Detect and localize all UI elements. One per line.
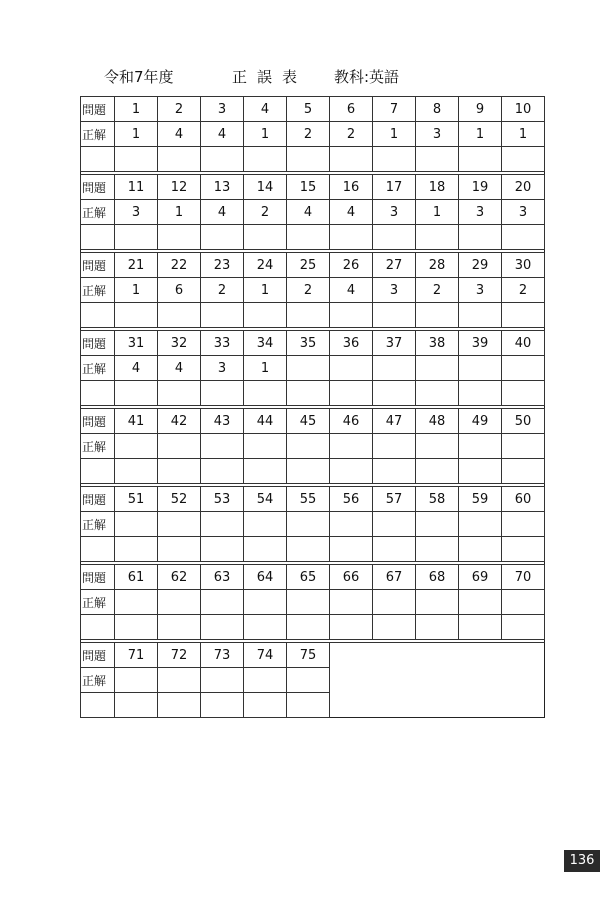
question-number-cell: 47 xyxy=(373,409,416,434)
question-label: 問題 xyxy=(81,175,115,200)
blank-cell xyxy=(201,147,244,172)
question-number-cell: 66 xyxy=(330,565,373,590)
answer-row xyxy=(81,122,545,147)
answer-cell xyxy=(416,434,459,459)
question-number-cell: 23 xyxy=(201,253,244,278)
answer-cell xyxy=(287,356,330,381)
blank-label-cell xyxy=(81,381,115,406)
answer-cell xyxy=(459,590,502,615)
blank-cell xyxy=(115,225,158,250)
blank-cell xyxy=(459,615,502,640)
answer-cell: 2 xyxy=(287,122,330,147)
blank-cell xyxy=(158,303,201,328)
blank-cell xyxy=(201,693,244,718)
blank-cell xyxy=(373,537,416,562)
question-number-cell: 49 xyxy=(459,409,502,434)
question-number-cell: 17 xyxy=(373,175,416,200)
blank-cell xyxy=(330,615,373,640)
answer-cell: 2 xyxy=(330,122,373,147)
blank-cell xyxy=(115,537,158,562)
answer-cell: 3 xyxy=(373,278,416,303)
answer-cell xyxy=(244,590,287,615)
question-number-cell: 19 xyxy=(459,175,502,200)
blank-row xyxy=(81,693,545,718)
answer-cell: 2 xyxy=(416,278,459,303)
blank-cell xyxy=(287,615,330,640)
answer-cell: 1 xyxy=(115,278,158,303)
question-number-cell: 9 xyxy=(459,97,502,122)
answer-cell xyxy=(244,512,287,537)
question-number-cell: 52 xyxy=(158,487,201,512)
answer-cell xyxy=(416,512,459,537)
blank-label-cell xyxy=(81,693,115,718)
blank-cell xyxy=(459,225,502,250)
question-row xyxy=(81,643,545,668)
blank-row xyxy=(81,225,545,250)
question-number-cell: 21 xyxy=(115,253,158,278)
blank-cell xyxy=(115,147,158,172)
blank-cell xyxy=(373,147,416,172)
blank-label-cell xyxy=(81,225,115,250)
blank-cell xyxy=(244,303,287,328)
blank-cell xyxy=(158,615,201,640)
answer-cell xyxy=(158,434,201,459)
question-number-cell: 44 xyxy=(244,409,287,434)
answer-cell: 1 xyxy=(459,122,502,147)
answer-cell xyxy=(502,356,545,381)
answer-row xyxy=(81,356,545,381)
empty-area xyxy=(330,668,545,693)
answer-cell xyxy=(115,590,158,615)
blank-cell xyxy=(416,615,459,640)
answer-cell xyxy=(158,512,201,537)
question-number-cell: 35 xyxy=(287,331,330,356)
question-number-cell: 34 xyxy=(244,331,287,356)
answer-cell: 1 xyxy=(416,200,459,225)
blank-cell xyxy=(373,381,416,406)
blank-label-cell xyxy=(81,459,115,484)
blank-cell xyxy=(459,147,502,172)
question-label: 問題 xyxy=(81,331,115,356)
blank-cell xyxy=(201,381,244,406)
question-row xyxy=(81,487,545,512)
blank-label-cell xyxy=(81,303,115,328)
blank-row xyxy=(81,147,545,172)
blank-cell xyxy=(244,381,287,406)
answer-row xyxy=(81,278,545,303)
blank-cell xyxy=(115,459,158,484)
blank-cell xyxy=(287,693,330,718)
question-number-cell: 48 xyxy=(416,409,459,434)
page-header xyxy=(0,66,600,90)
blank-cell xyxy=(158,537,201,562)
answer-cell xyxy=(201,434,244,459)
answer-grid xyxy=(80,96,545,718)
answer-label: 正解 xyxy=(81,434,115,459)
question-number-cell: 13 xyxy=(201,175,244,200)
answer-cell: 3 xyxy=(373,200,416,225)
blank-cell xyxy=(244,615,287,640)
question-number-cell: 64 xyxy=(244,565,287,590)
blank-cell xyxy=(502,147,545,172)
question-number-cell: 72 xyxy=(158,643,201,668)
blank-cell xyxy=(330,225,373,250)
question-number-cell: 69 xyxy=(459,565,502,590)
blank-cell xyxy=(502,459,545,484)
blank-cell xyxy=(201,459,244,484)
answer-cell: 1 xyxy=(244,356,287,381)
question-label: 問題 xyxy=(81,97,115,122)
blank-cell xyxy=(201,615,244,640)
answer-row xyxy=(81,434,545,459)
blank-row xyxy=(81,615,545,640)
question-number-cell: 2 xyxy=(158,97,201,122)
question-number-cell: 31 xyxy=(115,331,158,356)
answer-cell: 3 xyxy=(502,200,545,225)
answer-cell xyxy=(502,434,545,459)
question-number-cell: 1 xyxy=(115,97,158,122)
blank-cell xyxy=(373,225,416,250)
answer-row xyxy=(81,668,545,693)
answer-cell xyxy=(115,434,158,459)
blank-cell xyxy=(115,615,158,640)
answer-cell: 2 xyxy=(244,200,287,225)
question-number-cell: 10 xyxy=(502,97,545,122)
answer-label: 正解 xyxy=(81,668,115,693)
question-number-cell: 50 xyxy=(502,409,545,434)
question-number-cell: 27 xyxy=(373,253,416,278)
question-number-cell: 74 xyxy=(244,643,287,668)
question-number-cell: 65 xyxy=(287,565,330,590)
question-number-cell: 56 xyxy=(330,487,373,512)
blank-cell xyxy=(244,693,287,718)
question-number-cell: 70 xyxy=(502,565,545,590)
blank-cell xyxy=(502,615,545,640)
question-number-cell: 39 xyxy=(459,331,502,356)
answer-cell: 3 xyxy=(459,278,502,303)
question-number-cell: 3 xyxy=(201,97,244,122)
blank-cell xyxy=(416,303,459,328)
answer-cell xyxy=(201,590,244,615)
header-year: 令和7年度 xyxy=(104,68,174,86)
question-row xyxy=(81,565,545,590)
blank-cell xyxy=(416,147,459,172)
answer-cell: 3 xyxy=(115,200,158,225)
blank-cell xyxy=(115,693,158,718)
answer-label: 正解 xyxy=(81,200,115,225)
question-number-cell: 14 xyxy=(244,175,287,200)
answer-cell xyxy=(287,590,330,615)
blank-row xyxy=(81,303,545,328)
question-number-cell: 32 xyxy=(158,331,201,356)
question-row xyxy=(81,175,545,200)
answer-cell: 2 xyxy=(201,278,244,303)
question-number-cell: 24 xyxy=(244,253,287,278)
answer-cell: 3 xyxy=(201,356,244,381)
question-number-cell: 5 xyxy=(287,97,330,122)
header-title: 正誤表 xyxy=(232,68,308,86)
answer-cell xyxy=(330,590,373,615)
blank-cell xyxy=(201,225,244,250)
answer-row xyxy=(81,200,545,225)
answer-cell: 2 xyxy=(287,278,330,303)
question-label: 問題 xyxy=(81,487,115,512)
answer-row xyxy=(81,512,545,537)
blank-cell xyxy=(459,381,502,406)
blank-cell xyxy=(287,537,330,562)
answer-cell xyxy=(244,668,287,693)
answer-cell: 3 xyxy=(459,200,502,225)
blank-cell xyxy=(244,459,287,484)
empty-area xyxy=(330,693,545,718)
answer-cell xyxy=(373,434,416,459)
blank-cell xyxy=(287,147,330,172)
question-number-cell: 53 xyxy=(201,487,244,512)
answer-cell: 4 xyxy=(158,356,201,381)
answer-label: 正解 xyxy=(81,278,115,303)
answer-cell: 4 xyxy=(330,200,373,225)
question-number-cell: 37 xyxy=(373,331,416,356)
question-row xyxy=(81,409,545,434)
blank-cell xyxy=(244,225,287,250)
answer-label: 正解 xyxy=(81,590,115,615)
answer-cell: 4 xyxy=(201,122,244,147)
answer-cell: 1 xyxy=(244,278,287,303)
answer-cell xyxy=(287,668,330,693)
answer-cell: 1 xyxy=(502,122,545,147)
blank-cell xyxy=(158,381,201,406)
blank-cell xyxy=(158,459,201,484)
question-number-cell: 22 xyxy=(158,253,201,278)
blank-cell xyxy=(287,303,330,328)
blank-cell xyxy=(201,303,244,328)
question-row xyxy=(81,97,545,122)
question-number-cell: 55 xyxy=(287,487,330,512)
answer-cell xyxy=(330,434,373,459)
blank-cell xyxy=(330,147,373,172)
answer-label: 正解 xyxy=(81,122,115,147)
blank-cell xyxy=(459,537,502,562)
answer-cell: 1 xyxy=(373,122,416,147)
answer-cell: 1 xyxy=(244,122,287,147)
question-number-cell: 60 xyxy=(502,487,545,512)
blank-cell xyxy=(115,303,158,328)
blank-cell xyxy=(416,381,459,406)
answer-cell xyxy=(330,356,373,381)
question-label: 問題 xyxy=(81,643,115,668)
question-label: 問題 xyxy=(81,253,115,278)
answer-label: 正解 xyxy=(81,356,115,381)
blank-cell xyxy=(373,459,416,484)
answer-cell xyxy=(373,356,416,381)
blank-cell xyxy=(244,537,287,562)
answer-cell xyxy=(287,434,330,459)
question-label: 問題 xyxy=(81,409,115,434)
blank-cell xyxy=(244,147,287,172)
answer-cell: 4 xyxy=(201,200,244,225)
question-number-cell: 6 xyxy=(330,97,373,122)
answer-cell: 4 xyxy=(158,122,201,147)
blank-cell xyxy=(502,303,545,328)
blank-cell xyxy=(373,303,416,328)
answer-cell xyxy=(244,434,287,459)
blank-label-cell xyxy=(81,537,115,562)
question-number-cell: 59 xyxy=(459,487,502,512)
blank-cell xyxy=(201,537,244,562)
question-number-cell: 75 xyxy=(287,643,330,668)
blank-cell xyxy=(502,225,545,250)
blank-cell xyxy=(502,381,545,406)
question-number-cell: 15 xyxy=(287,175,330,200)
answer-cell xyxy=(416,356,459,381)
blank-cell xyxy=(287,459,330,484)
question-number-cell: 33 xyxy=(201,331,244,356)
question-number-cell: 68 xyxy=(416,565,459,590)
question-number-cell: 38 xyxy=(416,331,459,356)
answer-cell xyxy=(201,668,244,693)
question-number-cell: 63 xyxy=(201,565,244,590)
answer-cell: 4 xyxy=(287,200,330,225)
blank-cell xyxy=(330,381,373,406)
answer-cell: 3 xyxy=(416,122,459,147)
answer-cell xyxy=(373,590,416,615)
question-number-cell: 11 xyxy=(115,175,158,200)
question-number-cell: 61 xyxy=(115,565,158,590)
question-number-cell: 40 xyxy=(502,331,545,356)
blank-cell xyxy=(330,537,373,562)
blank-cell xyxy=(416,537,459,562)
question-number-cell: 25 xyxy=(287,253,330,278)
question-number-cell: 36 xyxy=(330,331,373,356)
blank-cell xyxy=(416,459,459,484)
answer-cell xyxy=(330,512,373,537)
answer-cell xyxy=(416,590,459,615)
question-number-cell: 62 xyxy=(158,565,201,590)
answer-cell: 4 xyxy=(115,356,158,381)
question-number-cell: 54 xyxy=(244,487,287,512)
blank-label-cell xyxy=(81,615,115,640)
question-number-cell: 58 xyxy=(416,487,459,512)
question-number-cell: 57 xyxy=(373,487,416,512)
answer-row xyxy=(81,590,545,615)
question-number-cell: 7 xyxy=(373,97,416,122)
answer-cell xyxy=(115,512,158,537)
question-number-cell: 4 xyxy=(244,97,287,122)
blank-cell xyxy=(158,147,201,172)
question-number-cell: 18 xyxy=(416,175,459,200)
answer-cell xyxy=(459,356,502,381)
answer-cell xyxy=(502,512,545,537)
answer-cell: 4 xyxy=(330,278,373,303)
question-number-cell: 45 xyxy=(287,409,330,434)
question-number-cell: 12 xyxy=(158,175,201,200)
question-number-cell: 43 xyxy=(201,409,244,434)
question-number-cell: 46 xyxy=(330,409,373,434)
blank-cell xyxy=(330,303,373,328)
blank-label-cell xyxy=(81,147,115,172)
blank-cell xyxy=(330,459,373,484)
question-label: 問題 xyxy=(81,565,115,590)
blank-cell xyxy=(502,537,545,562)
blank-row xyxy=(81,537,545,562)
question-number-cell: 20 xyxy=(502,175,545,200)
blank-cell xyxy=(373,615,416,640)
blank-cell xyxy=(287,225,330,250)
answer-cell: 6 xyxy=(158,278,201,303)
answer-cell xyxy=(373,512,416,537)
blank-row xyxy=(81,381,545,406)
blank-cell xyxy=(459,459,502,484)
blank-cell xyxy=(287,381,330,406)
answer-cell xyxy=(459,512,502,537)
question-row xyxy=(81,253,545,278)
question-row xyxy=(81,331,545,356)
question-number-cell: 8 xyxy=(416,97,459,122)
question-number-cell: 51 xyxy=(115,487,158,512)
blank-cell xyxy=(459,303,502,328)
question-number-cell: 26 xyxy=(330,253,373,278)
empty-area xyxy=(330,643,545,668)
answer-cell xyxy=(201,512,244,537)
blank-cell xyxy=(158,693,201,718)
answer-cell xyxy=(158,590,201,615)
answer-cell xyxy=(502,590,545,615)
blank-cell xyxy=(416,225,459,250)
answer-cell xyxy=(158,668,201,693)
answer-cell xyxy=(459,434,502,459)
answer-label: 正解 xyxy=(81,512,115,537)
answer-cell xyxy=(115,668,158,693)
question-number-cell: 42 xyxy=(158,409,201,434)
answer-cell: 1 xyxy=(158,200,201,225)
header-subject: 教科:英語 xyxy=(334,68,400,86)
blank-cell xyxy=(115,381,158,406)
question-number-cell: 29 xyxy=(459,253,502,278)
question-number-cell: 28 xyxy=(416,253,459,278)
question-number-cell: 16 xyxy=(330,175,373,200)
question-number-cell: 41 xyxy=(115,409,158,434)
question-number-cell: 71 xyxy=(115,643,158,668)
answer-cell: 2 xyxy=(502,278,545,303)
answer-cell xyxy=(287,512,330,537)
page-number-badge: 136 xyxy=(564,850,600,872)
question-number-cell: 30 xyxy=(502,253,545,278)
question-number-cell: 67 xyxy=(373,565,416,590)
blank-cell xyxy=(158,225,201,250)
question-number-cell: 73 xyxy=(201,643,244,668)
blank-row xyxy=(81,459,545,484)
answer-cell: 1 xyxy=(115,122,158,147)
